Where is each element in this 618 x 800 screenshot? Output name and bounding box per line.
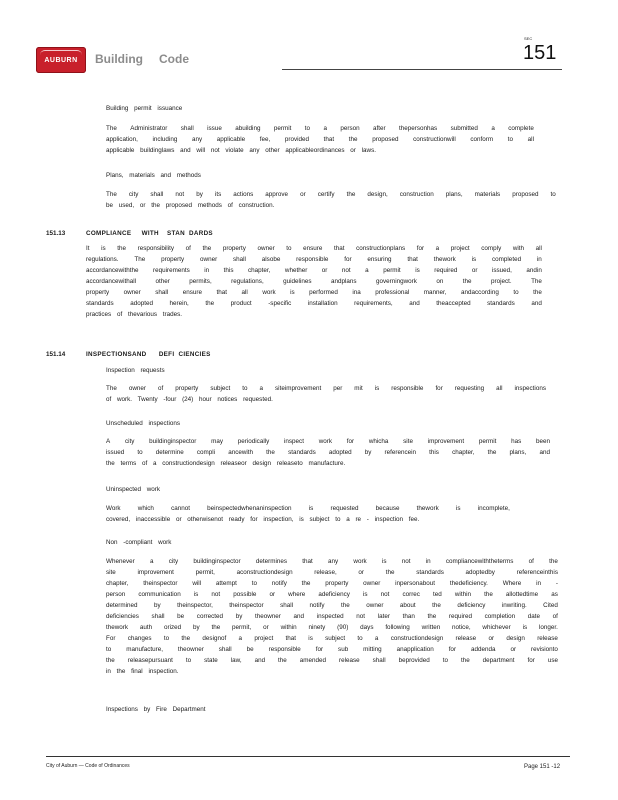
text-line: property owner shall ensure that all work is performed ina professional manner, andaccording to the — [86, 289, 542, 296]
text-block — [106, 556, 558, 677]
text-block — [106, 170, 226, 181]
text-block — [106, 704, 246, 715]
text-line: chapter, theinspector will attempt to notify the property owner inpersonabout thedeficiency. Where in - — [106, 580, 558, 587]
text-line: accordancewithall other permits, regulations, guidelines andplans governingwork on the project. The — [86, 278, 542, 285]
footer-left: City of Auburn — Code of Ordinances — [46, 763, 130, 769]
page-number: 151 — [523, 42, 557, 64]
footer-rule — [46, 756, 570, 757]
text-line: deficiencies shall be corrected by theowner and inspected not later than the required completion date of — [106, 613, 558, 620]
text-line: the terms of a constructiondesign releaseor design releaseto manufacture. — [106, 460, 346, 467]
text-block — [106, 189, 556, 211]
text-block — [106, 484, 226, 495]
text-line: issued to determine compli ancewith the standards adopted by referencein this chapter, the plans, and — [106, 449, 550, 456]
text-line: applicable buildinglaws and will not violate any other applicableordinances or laws. — [106, 147, 376, 154]
text-line: practices of thevarious trades. — [86, 311, 182, 318]
text-line: site improvement permit, aconstructiondesign release, or the standards adoptedby referenceinthis — [106, 569, 558, 576]
text-block — [106, 436, 550, 469]
logo-roof-icon — [40, 50, 82, 55]
text-line: regulations. The property owner shall alsobe responsible for ensuring that thework is completed in — [86, 256, 542, 263]
text-line: Inspection requests — [106, 367, 165, 374]
text-block — [106, 365, 226, 376]
text-line: Building permit issuance — [106, 105, 183, 112]
text-line: For changes to the designof a project that is subject to a constructiondesign release or design release — [106, 635, 558, 642]
text-block — [106, 103, 226, 114]
text-line: Work which cannot beinspectedwhenaninspection is requested because thework is incomplete, — [106, 505, 510, 512]
text-line: Inspections by Fire Department — [106, 706, 206, 713]
text-block — [106, 537, 226, 548]
section-title: COMPLIANCE WITH STAN DARDS — [86, 230, 213, 237]
text-block — [106, 383, 546, 405]
text-line: application, including any applicable fee, provided that the proposed constructionwill conform to all — [106, 136, 534, 143]
header-rule — [282, 69, 562, 70]
text-line: the releasepursuant to state law, and the amended release shall beprovided to the department for use — [106, 657, 558, 664]
text-block — [86, 243, 542, 320]
auburn-logo — [36, 47, 86, 73]
section-number: 151.13 — [46, 230, 66, 237]
text-line: standards adopted herein, the product -specific installation requirements, and theaccepted standards and — [86, 300, 542, 307]
text-line: to manufacture, theowner shall be responsible for sub mitting anapplication for addenda or revisionto — [106, 646, 558, 653]
text-block — [106, 503, 510, 525]
text-line: accordancewiththe requirements in this chapter, whether or not a permit is required or issued, andin — [86, 267, 542, 274]
text-line: It is the responsibility of the property owner to ensure that constructionplans for a project comply with all — [86, 245, 542, 252]
text-line: Non -compliant work — [106, 539, 172, 546]
text-line: of work. Twenty -four (24) hour notices requested. — [106, 396, 273, 403]
text-line: covered, inaccessible or otherwisenot ready for inspection, is subject to a re - inspection fee. — [106, 516, 420, 523]
text-line: The Administrator shall issue abuilding permit to a person after thepersonhas submitted a complete — [106, 125, 534, 132]
text-block — [106, 418, 226, 429]
text-line: The city shall not by its actions approve or certify the design, construction plans, materials proposed to — [106, 191, 556, 198]
text-block — [106, 123, 534, 156]
text-line: determined by theinspector, theinspector shall notify the owner about the deficiency inwriting. Cited — [106, 602, 558, 609]
section-number: 151.14 — [46, 351, 66, 358]
header-word-code: Code — [159, 52, 189, 66]
logo-text: AUBURN — [44, 57, 78, 64]
text-line: Whenever a city buildinginspector determines that any work is not in compliancewiththeterms of the — [106, 558, 558, 565]
page-label: SEC — [524, 36, 533, 41]
text-line: in the final inspection. — [106, 668, 179, 675]
text-line: Unscheduled inspections — [106, 420, 181, 427]
text-line: thework auth orized by the permit, or within ninety (90) days following written notice, whichever is longer. — [106, 624, 558, 631]
text-line: Uninspected work — [106, 486, 161, 493]
text-line: person communication is not possible or where adeficiency is not correc ted within the allottedtime as — [106, 591, 558, 598]
section-title: INSPECTIONSAND DEFI CIENCIES — [86, 351, 211, 358]
text-line: The owner of property subject to a siteimprovement per mit is responsible for requesting all inspections — [106, 385, 546, 392]
header-word-building: Building — [95, 52, 143, 66]
text-line: be used, or the proposed methods of construction. — [106, 202, 275, 209]
footer-right: Page 151 -12 — [524, 764, 561, 770]
text-line: Plans, materials and methods — [106, 172, 201, 179]
text-line: A city buildinginspector may periodically inspect work for whicha site improvement permit has been — [106, 438, 550, 445]
